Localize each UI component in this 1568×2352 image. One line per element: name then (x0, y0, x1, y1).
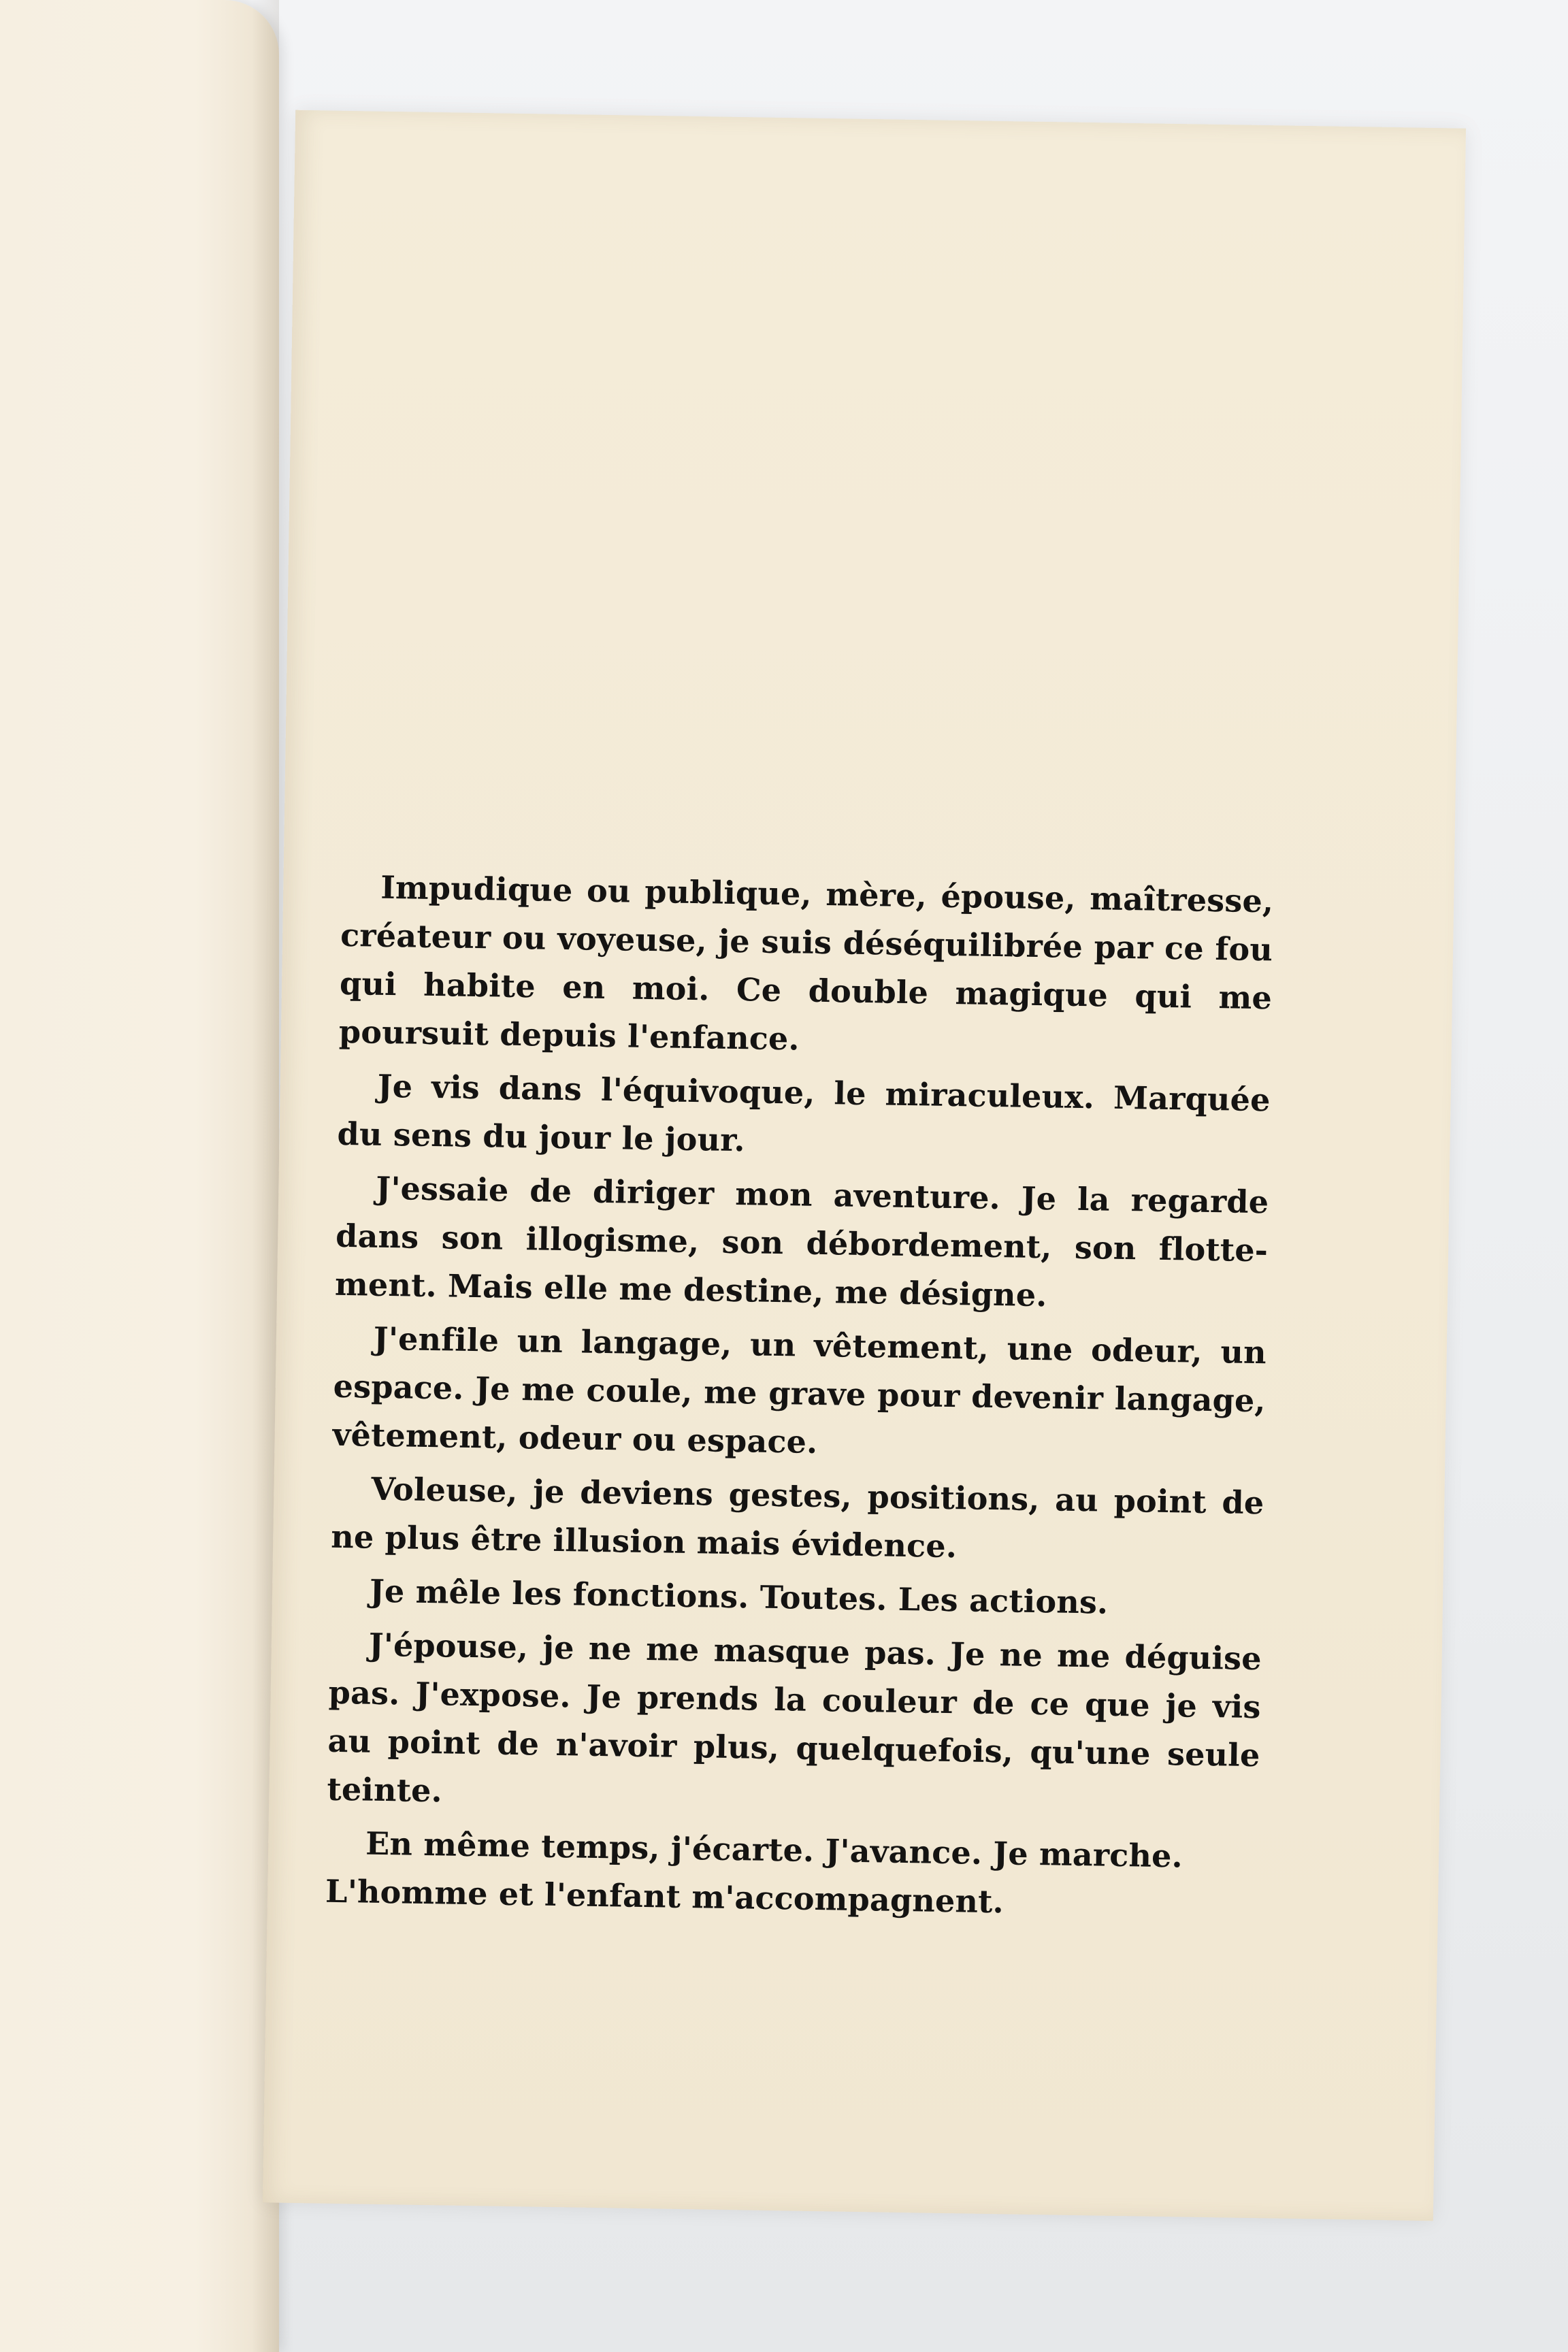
paragraph-3: J'essaie de diriger mon aventure. Je la regarde dans son illogisme, son débordement, son flotte-ment. Mais elle me destine, me désigne. (334, 1169, 1269, 1314)
left-facing-page (0, 0, 279, 2352)
book-page (263, 110, 1466, 2221)
paragraph-8: En même temps, j'écarte. J'avance. Je marche. L'homme et l'enfant m'accompagnent. (325, 1825, 1183, 1921)
paragraph-1: Impudique ou publique, mère, épouse, maîtresse, créateur ou voyeuse, je suis déséquilibrée par ce fou qui habite en moi. Ce double magique qui me poursuit depuis l'enfance. (338, 868, 1274, 1058)
paragraph-4: J'enfile un langage, un vêtement, une odeur, un espace. Je me coule, me grave pour devenir langage, vêtement, odeur ou espace. (332, 1320, 1267, 1460)
paragraph-5: Voleuse, je deviens gestes, positions, au point de ne plus être illusion mais évidence. (330, 1470, 1264, 1565)
paragraph-7: J'épouse, je ne me masque pas. Je ne me déguise pas. J'expose. Je prends la couleur de ce que je vis au point de n'avoir plus, quelquefois, qu'une seule teinte. (327, 1626, 1262, 1810)
page-text-block (325, 863, 1273, 1936)
paragraph-2: Je vis dans l'équivoque, le miraculeux. Marquée du sens du jour le jour. (337, 1067, 1271, 1159)
paragraph-6: Je mêle les fonctions. Toutes. Les actions. (369, 1572, 1109, 1621)
